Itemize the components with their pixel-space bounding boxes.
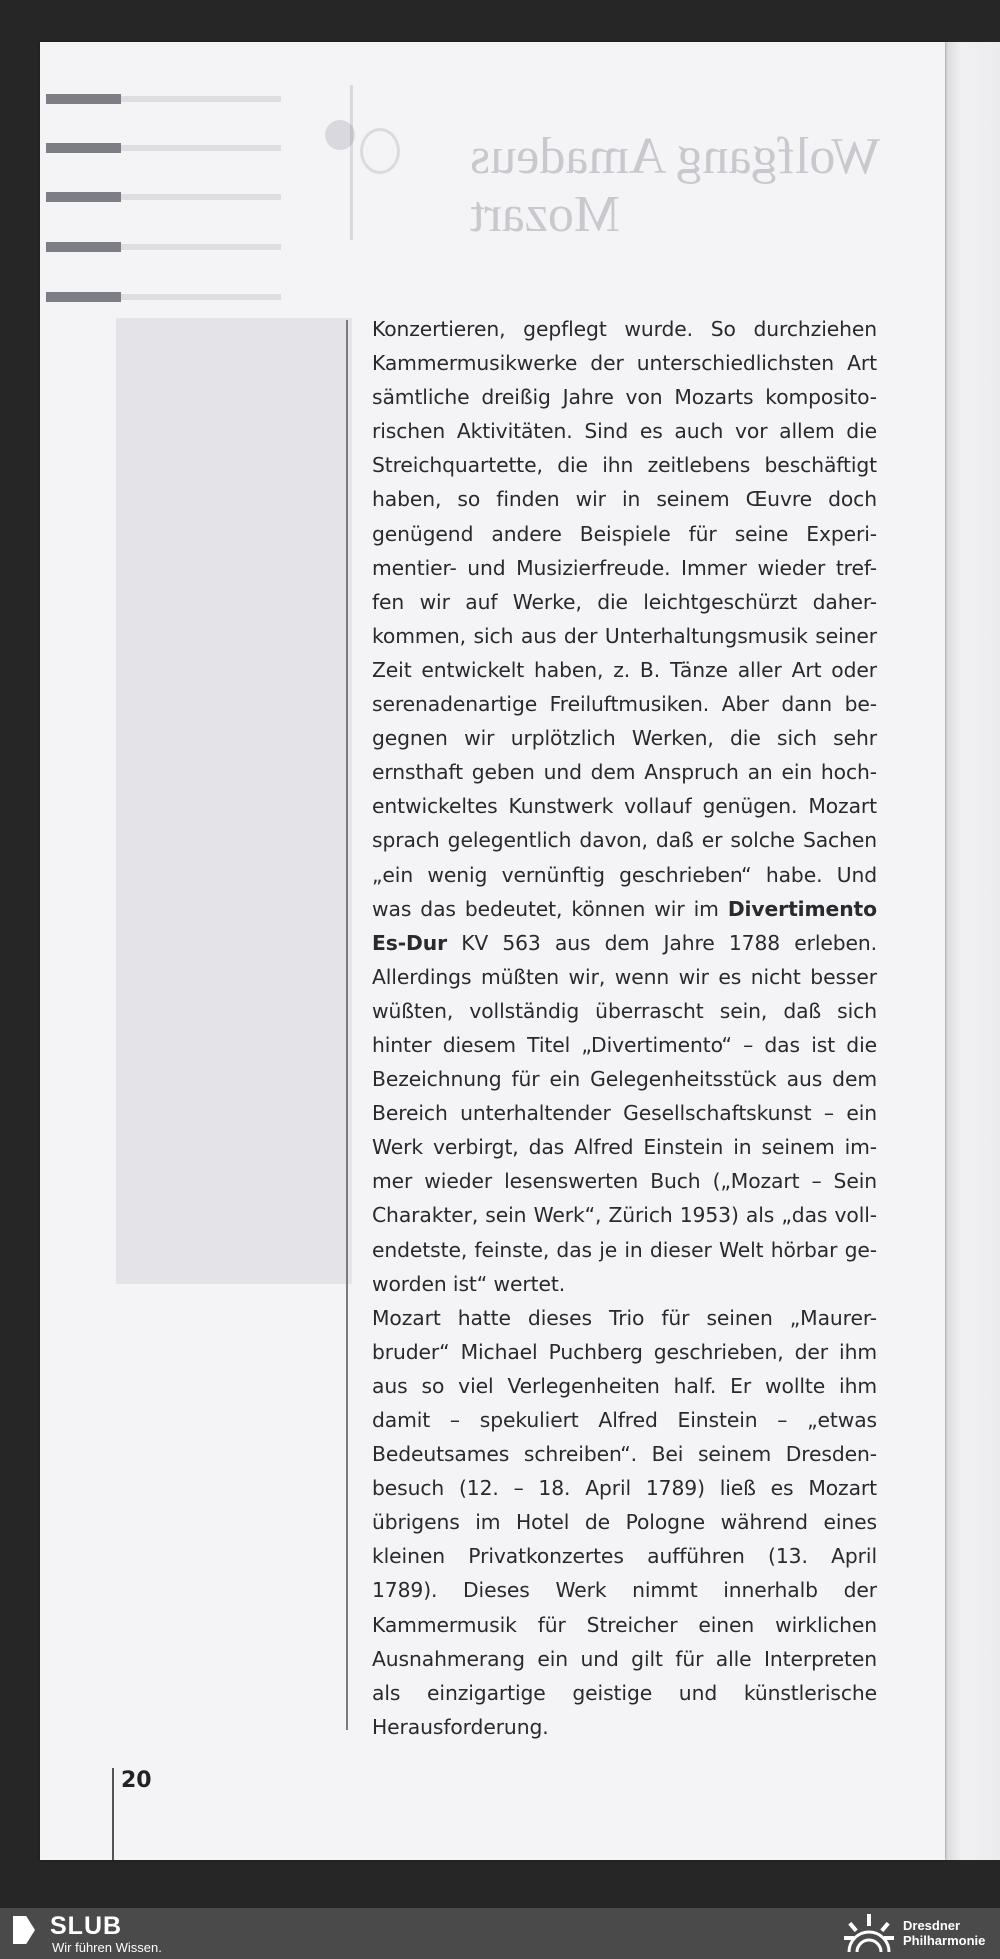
text-line: wüßten, vollständig überrascht sein, daß sich (372, 998, 877, 1023)
bleed-through-logo-stem (350, 85, 353, 240)
column-divider (346, 320, 348, 1730)
text-line: fen wir auf Werke, die leichtgeschürzt daher- (372, 589, 877, 614)
text-line: Konzertieren, gepflegt wurde. So durchziehen (372, 317, 877, 341)
sidebar-shaded-box (116, 318, 352, 1284)
text-line: entwickeltes Kunstwerk vollauf genügen. Mozart (372, 794, 877, 819)
index-tab-ghost (121, 244, 281, 250)
index-tab-mark (46, 192, 121, 202)
text-line: Bereich unterhaltender Gesellschaftskunst – ein (372, 1101, 877, 1126)
text-line: Kammermusik für Streicher einen wirklichen (372, 1612, 877, 1637)
page-number: 20 (121, 1768, 152, 1793)
slub-logo-icon[interactable] (13, 1916, 35, 1944)
text-line: Kammermusikwerke der unterschiedlichsten Art (372, 351, 877, 376)
text-line: serenadenartige Freiluftmusiken. Aber dann be- (372, 692, 877, 717)
bleed-through-logo-dot (325, 120, 355, 150)
bleed-through-logo-ring (360, 128, 400, 174)
philharmonie-name-line1: Dresdner (903, 1918, 961, 1933)
index-tab-mark (46, 143, 121, 153)
bleed-through-title: Wolfgang Amadeus Mozart (470, 128, 881, 243)
text-line: hinter diesem Titel „Divertimento“ – das ist die (372, 1032, 877, 1057)
index-tab-mark (46, 242, 121, 252)
text-line: übrigens im Hotel de Pologne während eines (372, 1510, 877, 1535)
index-tab-ghost (121, 294, 281, 300)
work-title-bold: Es-Dur (372, 930, 448, 955)
text-line: aus so viel Verlegenheiten half. Er wollte ihm (372, 1373, 877, 1398)
text-line: mentier- und Musizierfreude. Immer wieder tref- (372, 555, 877, 580)
text-line: Streichquartette, die ihn zeitlebens beschäftigt (372, 453, 877, 478)
index-tab-mark (46, 94, 121, 104)
text-line: damit – spekuliert Alfred Einstein – „etwas (372, 1408, 877, 1432)
index-tab-ghost (121, 194, 281, 200)
text-line: bruder“ Michael Puchberg geschrieben, der ihm (372, 1339, 877, 1364)
work-title-bold: Divertimento (727, 896, 877, 921)
text-line-with-title (372, 926, 877, 960)
text-line: sprach gelegentlich davon, daß er solche Sachen (372, 828, 877, 853)
text-line: haben, so finden wir in seinem Œuvre doch (372, 487, 877, 512)
philharmonie-logo-icon[interactable] (843, 1912, 895, 1956)
text-line: Werk verbirgt, das Alfred Einstein in seinem im- (372, 1135, 877, 1160)
text-line: kommen, sich aus der Unterhaltungsmusik seiner (372, 623, 877, 648)
text-line: „ein wenig vernünftig geschrieben“ habe. Und (372, 862, 877, 887)
text-line: 1789). Dieses Werk nimmt innerhalb der (372, 1578, 877, 1603)
facing-page-edge (945, 42, 1000, 1860)
text-line: gegnen wir urplötzlich Werken, die sich sehr (372, 726, 877, 751)
text-line: endetste, feinste, das je in dieser Welt hörbar ge- (372, 1237, 877, 1262)
text-fragment: was das bedeutet, können wir im (372, 896, 719, 921)
text-line: Ausnahmerang ein und gilt für alle Interpreten (372, 1646, 877, 1671)
text-line: als einzigartige geistige und künstlerische (372, 1680, 877, 1705)
text-line: Mozart hatte dieses Trio für seinen „Maurer- (372, 1305, 877, 1330)
text-line: Herausforderung. (372, 1714, 549, 1739)
footer-bar (0, 1908, 1000, 1959)
text-line-with-title (372, 892, 877, 926)
article-body (372, 312, 877, 1744)
text-fragment: KV 563 aus dem Jahre 1788 erleben. (461, 930, 877, 955)
philharmonie-name-line2: Philharmonie (903, 1933, 986, 1948)
index-tab-mark (46, 292, 121, 302)
text-line: rischen Aktivitäten. Sind es auch vor allem die (372, 419, 877, 444)
text-line: Allerdings müßten wir, wenn wir es nicht besser (372, 964, 877, 989)
text-line: kleinen Privatkonzertes aufführen (13. April (372, 1544, 877, 1569)
text-line: Zeit entwickelt haben, z. B. Tänze aller Art oder (372, 657, 877, 682)
text-line: worden ist“ wertet. (372, 1271, 566, 1296)
text-line: mer wieder lesenswerten Buch („Mozart – Sein (372, 1169, 877, 1194)
slub-tagline: Wir führen Wissen. (52, 1940, 162, 1955)
text-line: Charakter, sein Werk“, Zürich 1953) als „das voll- (372, 1203, 877, 1228)
text-line: genügend andere Beispiele für seine Experi- (372, 521, 877, 546)
philharmonie-logo-text[interactable] (903, 1918, 985, 1948)
text-line: besuch (12. – 18. April 1789) ließ es Mozart (372, 1476, 877, 1501)
slub-logo-text[interactable]: SLUB (50, 1912, 123, 1940)
text-line: Bedeutsames schreiben“. Bei seinem Dresden- (372, 1442, 877, 1467)
folio-rule (112, 1768, 114, 1860)
text-line: sämtliche dreißig Jahre von Mozarts komposito- (372, 385, 877, 410)
index-tab-ghost (121, 96, 281, 102)
text-line: ernsthaft geben und dem Anspruch an ein hoch- (372, 760, 877, 785)
index-tab-ghost (121, 145, 281, 151)
text-line: Bezeichnung für ein Gelegenheitsstück aus dem (372, 1067, 877, 1092)
